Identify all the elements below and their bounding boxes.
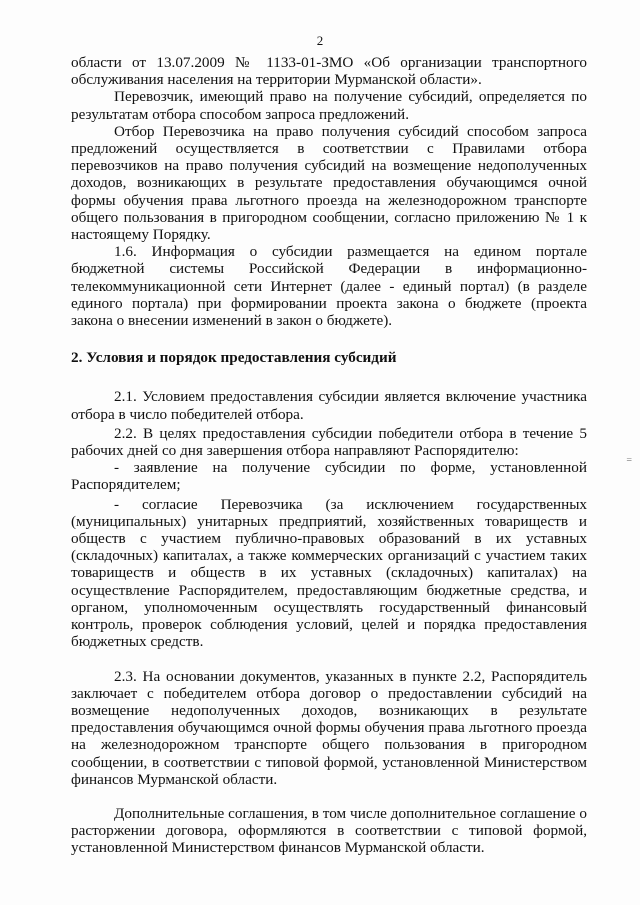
paragraph-additional-agreements: Дополнительные соглашения, в том числе дополнительное соглашение о расторжении договора, оформляются в соответствии с типовой формой, установленной Министерством финансов Мурманской области.	[71, 804, 587, 857]
paragraph-carrier-determination: Перевозчик, имеющий право на получение субсидий, определяется по результатам отбора способом запроса предложений.	[71, 88, 587, 123]
page-number: 2	[316, 33, 324, 48]
document-body	[71, 54, 587, 857]
paragraph-1-6-information: 1.6. Информация о субсидии размещается на едином портале бюджетной системы Российской Федерации в информационно-телекоммуникационной сети Интернет (далее - единый портал) (в разделе единого портала) при формировании проекта закона о бюджете (проекта закона о внесении изменений в закон о бюджете).	[71, 243, 587, 330]
paragraph-carrier-selection: Отбор Перевозчика на право получения субсидий способом запроса предложений осуществляется в соответствии с Правилами отбора перевозчиков на право получения субсидий на возмещение недополученных доходов, возникающих в результате предоставления обучающимся очной формы обучения права льготного проезда на железнодорожном транспорте общего пользования в пригородном сообщении, согласно приложению № 1 к настоящему Порядку.	[71, 122, 587, 244]
list-item-consent: - согласие Перевозчика (за исключением государственных (муниципальных) унитарных предприятий, хозяйственных товариществ и обществ с участием публично-правовых образований в их уставных (складочных) капиталах, а также коммерческих организаций с участием таких товариществ и обществ в их уставных (складочных) капиталах) на осуществление Распорядителем, предоставляющим бюджетные средства, и органом, уполномоченным осуществлять государственный финансовый контроль, проверок соблюдения условий, целей и порядка предоставления бюджетных средств.	[71, 495, 587, 651]
paragraph-2-1: 2.1. Условием предоставления субсидии является включение участника отбора в число победителей отбора.	[71, 388, 587, 423]
paragraph-law-reference: области от 13.07.2009 № 1133-01-ЗМО «Об организации транспортного обслуживания населения на территории Мурманской области».	[71, 54, 587, 89]
list-item-application: - заявление на получение субсидии по форме, установленной Распорядителем;	[71, 459, 587, 494]
section-heading: 2. Условия и порядок предоставления субсидий	[71, 349, 397, 367]
scan-edge-mark: =	[626, 455, 632, 466]
paragraph-2-2: 2.2. В целях предоставления субсидии победители отбора в течение 5 рабочих дней со дня завершения отбора направляют Распорядителю:	[71, 424, 587, 460]
paragraph-2-3: 2.3. На основании документов, указанных в пункте 2.2, Распорядитель заключает с победителем отбора договор о предоставлении субсидий на возмещение недополученных доходов, возникающих в результате предоставления обучающимся очной формы обучения права льготного проезда на железнодорожном транспорте общего пользования в пригородном сообщении, в соответствии с типовой формой, установленной Министерством финансов Мурманской области.	[71, 667, 587, 788]
